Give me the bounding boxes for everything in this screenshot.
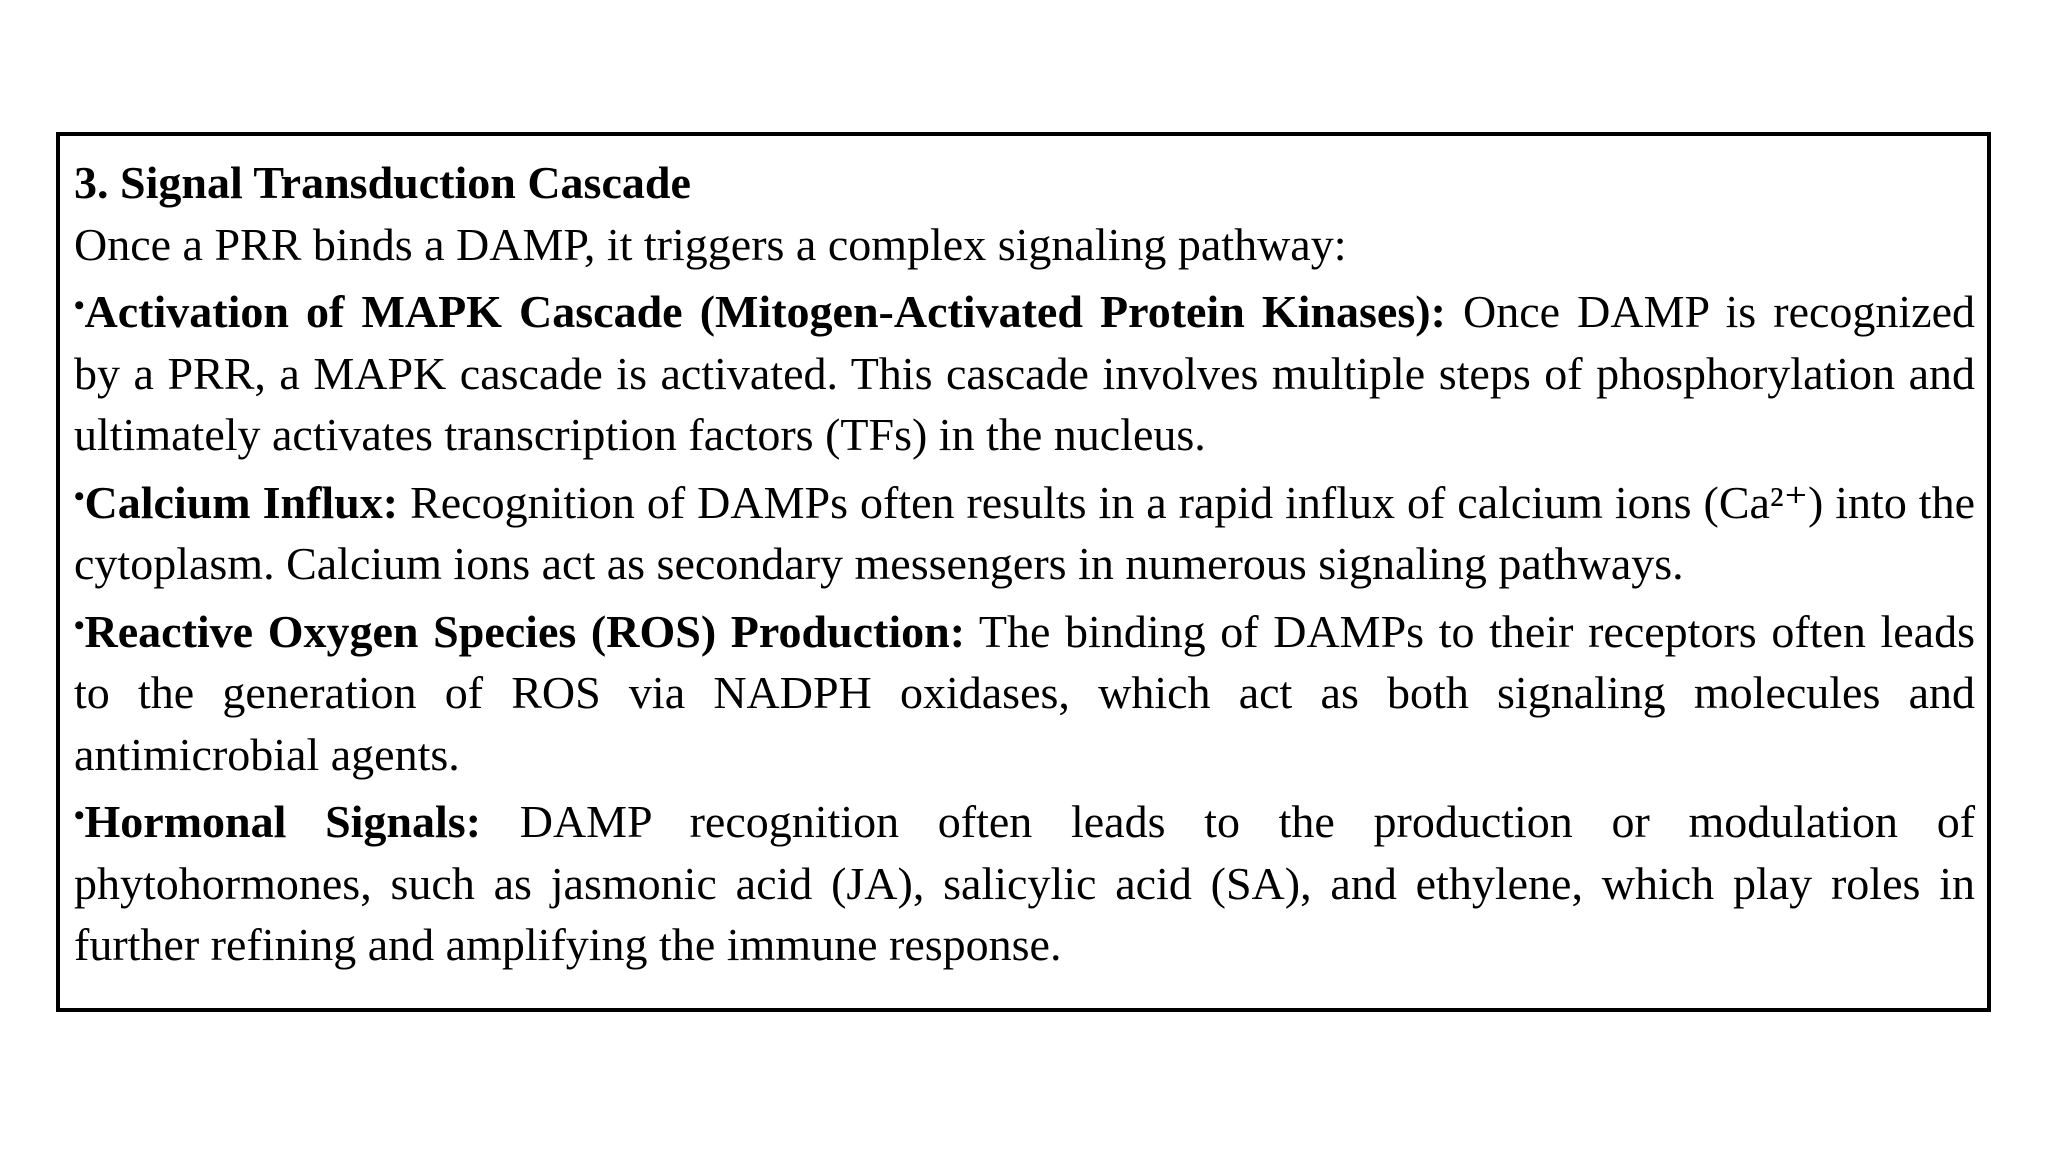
bullet-label: Activation of MAPK Cascade (Mitogen-Activated Protein Kinases):: [84, 286, 1446, 337]
bullet-item-hormonal: [74, 785, 1975, 976]
intro-text: Once a PRR binds a DAMP, it triggers a complex signaling pathway:: [74, 218, 1347, 270]
bullet-item-ros: [74, 595, 1975, 786]
bullet-text: DAMP recognition often leads to the production or modulation of phytohormones, such as jasmonic acid (JA), salicylic acid (SA), and ethylene, which play roles in further refining and amplifying the immune response.: [74, 796, 1976, 970]
bullet-text: Recognition of DAMPs often results in a rapid influx of calcium ions (Ca²⁺) into the cytoplasm. Calcium ions act as secondary messengers in numerous signaling pathways.: [74, 476, 1976, 589]
bullet-label: Reactive Oxygen Species (ROS) Production:: [84, 605, 966, 657]
bullet-icon: •: [74, 289, 85, 322]
bullet-item-mapk: [74, 275, 1975, 466]
bullet-label: Hormonal Signals:: [84, 796, 482, 847]
bullet-icon: •: [74, 799, 85, 832]
text-box: [56, 132, 1991, 1012]
bullet-icon: •: [74, 479, 85, 513]
bullet-label: Calcium Influx:: [84, 476, 399, 528]
section-heading: 3. Signal Transduction Cascade: [74, 157, 691, 208]
bullet-icon: •: [74, 608, 85, 642]
bullet-text: Once DAMP is recognized by a PRR, a MAPK cascade is activated. This cascade involves multiple steps of phosphorylation and ultimately activates transcription factors (TFs) in the nucleus.: [74, 286, 1976, 460]
bullet-text: The binding of DAMPs to their receptors often leads to the generation of ROS via NADPH oxidases, which act as both signaling molecules and antimicrobial agents.: [74, 605, 1975, 780]
bullet-item-calcium: [74, 466, 1975, 595]
